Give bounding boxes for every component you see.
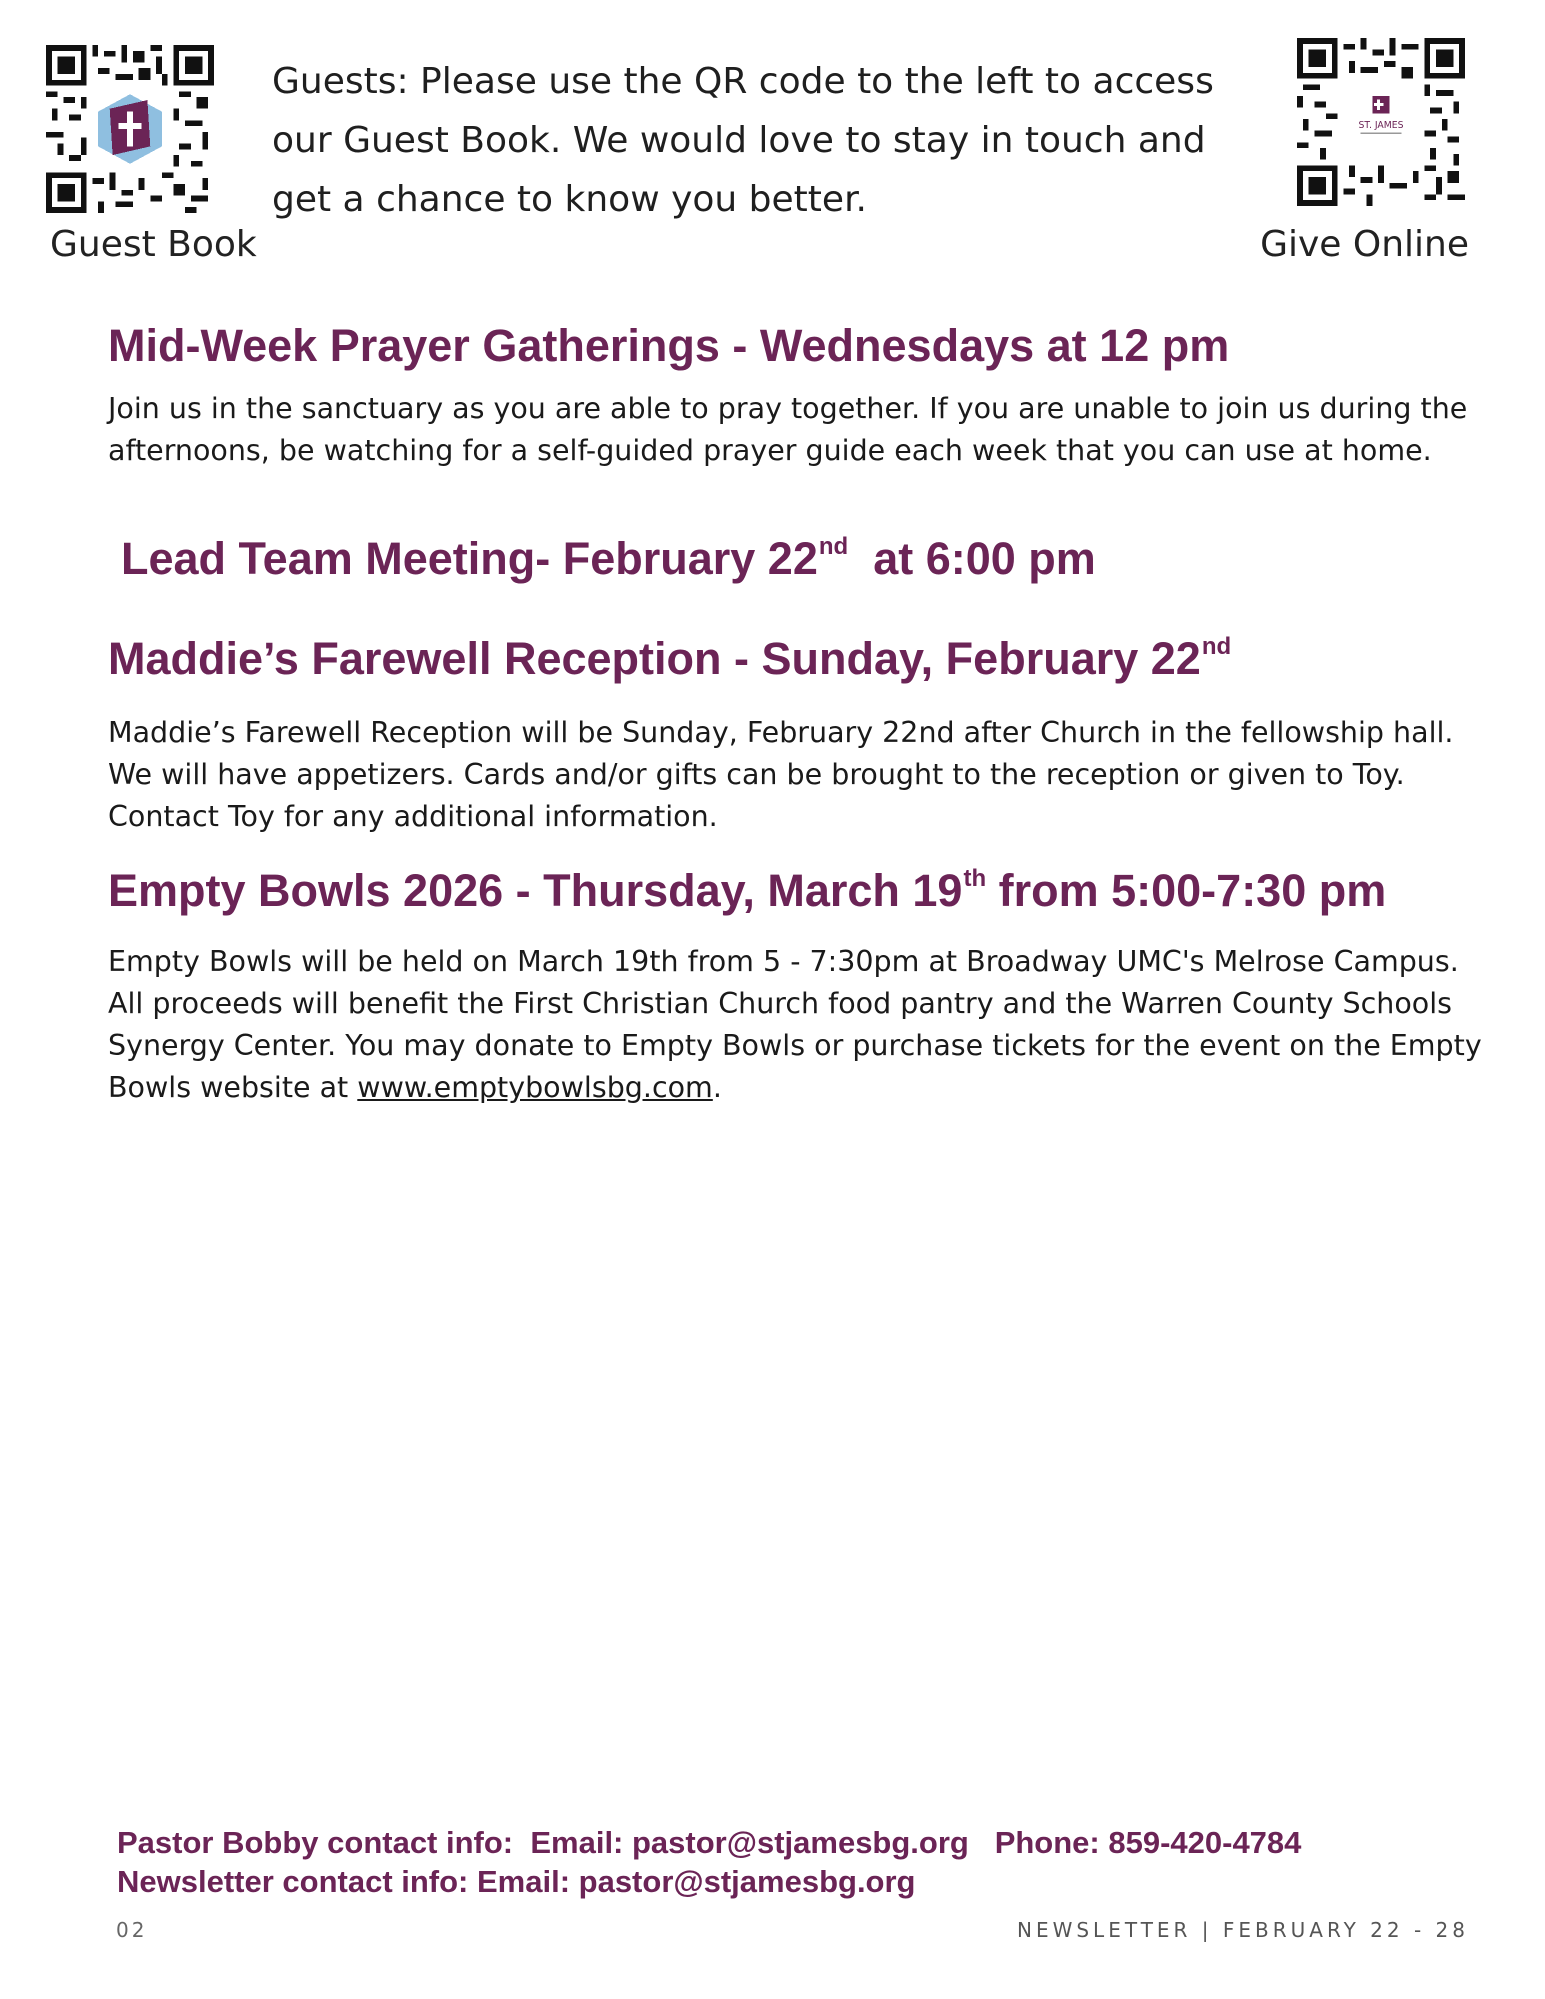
heading-text: at 6:00 pm [848, 533, 1096, 584]
qr-code-icon [46, 45, 214, 213]
prayer-gatherings-body: Join us in the sanctuary as you are able to pray together. If you are unable to join us during the afternoons, be watching for a self-guided prayer guide each week that you can use at home. [108, 392, 1468, 467]
ordinal-suffix: th [963, 865, 987, 892]
ordinal-suffix: nd [818, 533, 849, 560]
newsletter-contact-info: Newsletter contact info: Email: pastor@stjamesbg.org [117, 1864, 916, 1899]
pastor-contact-info: Pastor Bobby contact info: Email: pastor@stjamesbg.org Phone: 859-420-4784 [117, 1825, 1302, 1860]
guest-book-caption: Guest Book [50, 224, 257, 265]
ordinal-suffix: nd [1201, 633, 1232, 660]
give-online-qr-code[interactable] [1297, 38, 1465, 206]
guest-book-qr-code[interactable] [46, 45, 214, 213]
running-title: NEWSLETTER | FEBRUARY 22 - 28 [1016, 1918, 1469, 1942]
page-number: 02 [116, 1918, 148, 1942]
sentence-end: . [712, 1071, 722, 1104]
heading-text: Maddie’s Farewell Reception - Sunday, February 22 [108, 633, 1201, 684]
empty-bowls-heading [108, 865, 1386, 917]
st-james-logo-text: ST. JAMES [1358, 119, 1404, 131]
guest-intro-text: Guests: Please use the QR code to the left to access our Guest Book. We would love to stay in touch and get a chance to know you better. [272, 61, 1214, 220]
empty-bowls-body [108, 941, 1488, 1109]
qr-code-icon [1297, 38, 1465, 206]
heading-text: from 5:00-7:30 pm [986, 865, 1387, 916]
empty-bowls-website-link[interactable]: www.emptybowlsbg.com [357, 1071, 713, 1104]
prayer-gatherings-heading: Mid-Week Prayer Gatherings - Wednesdays at 12 pm [108, 320, 1230, 371]
farewell-reception-heading [108, 633, 1231, 685]
heading-text: Lead Team Meeting- February 22 [121, 533, 818, 584]
empty-bowls-text: Empty Bowls will be held on March 19th from 5 - 7:30pm at Broadway UMC's Melrose Campus. All proceeds will benefit the First Christian Church food pantry and the Warren County Schools Synergy Center. You may donate to Empty Bowls or purchase tickets for the event on the Empty Bowls website at [108, 945, 1482, 1104]
give-online-caption: Give Online [1260, 224, 1469, 265]
heading-text: Empty Bowls 2026 - Thursday, March 19 [108, 865, 963, 916]
lead-team-meeting-heading [121, 533, 1096, 585]
farewell-reception-body: Maddie’s Farewell Reception will be Sunday, February 22nd after Church in the fellowship hall. We will have appetizers. Cards and/or gifts can be brought to the reception or given to Toy. Contact Toy for any additional information. [108, 716, 1454, 833]
